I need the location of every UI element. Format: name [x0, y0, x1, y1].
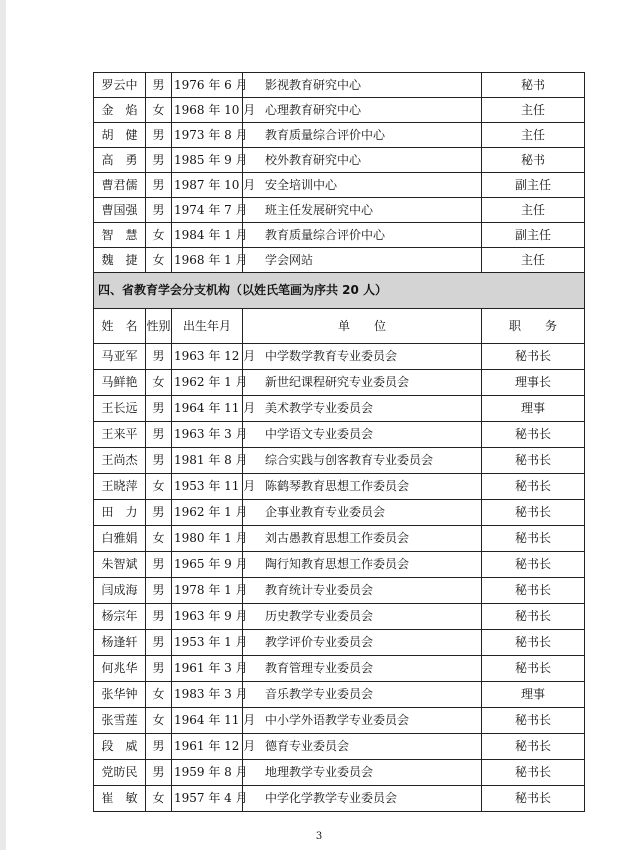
cell-unit: 班主任发展研究中心: [243, 198, 482, 223]
table-row: [94, 760, 585, 786]
cell-name: 段 威: [94, 734, 146, 760]
cell-unit: 校外教育研究中心: [243, 148, 482, 173]
table-row: [94, 248, 585, 273]
table-row: [94, 73, 585, 98]
cell-position: 秘书长: [482, 344, 585, 370]
cell-gender: 男: [146, 173, 172, 198]
cell-name: 王晓萍: [94, 474, 146, 500]
section-row: [94, 273, 585, 309]
cell-gender: 男: [146, 578, 172, 604]
cell-birth: 1963 年 12 月: [172, 344, 243, 370]
cell-position: 秘书长: [482, 734, 585, 760]
cell-unit: 教学评价专业委员会: [243, 630, 482, 656]
cell-name: 党昉民: [94, 760, 146, 786]
cell-birth: 1962 年 1 月: [172, 500, 243, 526]
cell-unit: 教育质量综合评价中心: [243, 123, 482, 148]
table-row: [94, 98, 585, 123]
table-row: [94, 223, 585, 248]
table-row: [94, 198, 585, 223]
cell-gender: 男: [146, 734, 172, 760]
cell-unit: 新世纪课程研究专业委员会: [243, 370, 482, 396]
cell-birth: 1965 年 9 月: [172, 552, 243, 578]
cell-unit: 教育管理专业委员会: [243, 656, 482, 682]
cell-name: 田 力: [94, 500, 146, 526]
cell-position: 秘书: [482, 73, 585, 98]
cell-position: 秘书长: [482, 708, 585, 734]
cell-birth: 1984 年 1 月: [172, 223, 243, 248]
cell-gender: 女: [146, 526, 172, 552]
table-row: [94, 552, 585, 578]
cell-name: 马鲜艳: [94, 370, 146, 396]
cell-unit: 教育质量综合评价中心: [243, 223, 482, 248]
lower-table-body: [94, 344, 585, 812]
cell-gender: 女: [146, 786, 172, 812]
cell-birth: 1963 年 9 月: [172, 604, 243, 630]
cell-gender: 男: [146, 500, 172, 526]
table-row: [94, 578, 585, 604]
cell-position: 秘书长: [482, 604, 585, 630]
cell-birth: 1981 年 8 月: [172, 448, 243, 474]
staff-table: [93, 72, 585, 812]
cell-name: 白雅娟: [94, 526, 146, 552]
cell-name: 罗云中: [94, 73, 146, 98]
cell-unit: 刘古愚教育思想工作委员会: [243, 526, 482, 552]
table-row: [94, 344, 585, 370]
cell-position: 秘书长: [482, 760, 585, 786]
cell-position: 秘书长: [482, 500, 585, 526]
table-row: [94, 474, 585, 500]
cell-name: 王尚杰: [94, 448, 146, 474]
table-row: [94, 370, 585, 396]
cell-gender: 男: [146, 344, 172, 370]
cell-unit: 中小学外语教学专业委员会: [243, 708, 482, 734]
cell-name: 闫成海: [94, 578, 146, 604]
cell-position: 副主任: [482, 223, 585, 248]
cell-position: 秘书长: [482, 474, 585, 500]
cell-birth: 1974 年 7 月: [172, 198, 243, 223]
cell-birth: 1985 年 9 月: [172, 148, 243, 173]
table-row: [94, 708, 585, 734]
cell-birth: 1978 年 1 月: [172, 578, 243, 604]
table-row: [94, 422, 585, 448]
cell-unit: 陶行知教育思想工作委员会: [243, 552, 482, 578]
table-row: [94, 396, 585, 422]
cell-birth: 1980 年 1 月: [172, 526, 243, 552]
header-position: 职 务: [482, 309, 585, 344]
cell-position: 副主任: [482, 173, 585, 198]
cell-gender: 男: [146, 422, 172, 448]
cell-gender: 女: [146, 708, 172, 734]
cell-gender: 男: [146, 656, 172, 682]
cell-position: 主任: [482, 98, 585, 123]
cell-position: 理事长: [482, 370, 585, 396]
cell-gender: 男: [146, 73, 172, 98]
table-row: [94, 173, 585, 198]
column-header-row: [94, 309, 585, 344]
cell-position: 秘书: [482, 148, 585, 173]
cell-gender: 女: [146, 223, 172, 248]
cell-birth: 1968 年 10 月: [172, 98, 243, 123]
cell-gender: 女: [146, 370, 172, 396]
cell-name: 王来平: [94, 422, 146, 448]
header-name: 姓 名: [94, 309, 146, 344]
cell-name: 金 焰: [94, 98, 146, 123]
cell-unit: 心理教育研究中心: [243, 98, 482, 123]
cell-gender: 男: [146, 123, 172, 148]
cell-birth: 1976 年 6 月: [172, 73, 243, 98]
header-birth: 出生年月: [172, 309, 243, 344]
cell-position: 秘书长: [482, 630, 585, 656]
cell-unit: 教育统计专业委员会: [243, 578, 482, 604]
cell-birth: 1953 年 11 月: [172, 474, 243, 500]
cell-unit: 学会网站: [243, 248, 482, 273]
page-number: 3: [315, 831, 323, 842]
cell-gender: 男: [146, 552, 172, 578]
cell-unit: 陈鹤琴教育思想工作委员会: [243, 474, 482, 500]
cell-birth: 1987 年 10 月: [172, 173, 243, 198]
header-gender: 性别: [146, 309, 172, 344]
cell-unit: 地理教学专业委员会: [243, 760, 482, 786]
cell-unit: 历史教学专业委员会: [243, 604, 482, 630]
table-row: [94, 148, 585, 173]
cell-birth: 1953 年 1 月: [172, 630, 243, 656]
cell-name: 杨宗年: [94, 604, 146, 630]
cell-unit: 音乐教学专业委员会: [243, 682, 482, 708]
cell-unit: 德育专业委员会: [243, 734, 482, 760]
cell-unit: 中学数学教育专业委员会: [243, 344, 482, 370]
cell-unit: 中学化学教学专业委员会: [243, 786, 482, 812]
header-unit: 单 位: [243, 309, 482, 344]
table-row: [94, 682, 585, 708]
cell-unit: 安全培训中心: [243, 173, 482, 198]
cell-birth: 1963 年 3 月: [172, 422, 243, 448]
cell-position: 秘书长: [482, 552, 585, 578]
cell-position: 主任: [482, 198, 585, 223]
cell-position: 秘书长: [482, 656, 585, 682]
table-row: [94, 656, 585, 682]
table-row: [94, 630, 585, 656]
table-row: [94, 604, 585, 630]
cell-birth: 1964 年 11 月: [172, 396, 243, 422]
table-row: [94, 526, 585, 552]
cell-gender: 男: [146, 760, 172, 786]
table-row: [94, 448, 585, 474]
cell-birth: 1962 年 1 月: [172, 370, 243, 396]
left-page-edge: [0, 0, 6, 850]
cell-name: 何兆华: [94, 656, 146, 682]
cell-unit: 中学语文专业委员会: [243, 422, 482, 448]
cell-birth: 1957 年 4 月: [172, 786, 243, 812]
cell-position: 秘书长: [482, 448, 585, 474]
cell-gender: 女: [146, 248, 172, 273]
cell-name: 智 慧: [94, 223, 146, 248]
cell-birth: 1961 年 3 月: [172, 656, 243, 682]
cell-birth: 1961 年 12 月: [172, 734, 243, 760]
cell-gender: 女: [146, 98, 172, 123]
cell-name: 崔 敏: [94, 786, 146, 812]
table-row: [94, 734, 585, 760]
cell-gender: 男: [146, 148, 172, 173]
cell-position: 主任: [482, 123, 585, 148]
cell-position: 理事: [482, 682, 585, 708]
cell-birth: 1964 年 11 月: [172, 708, 243, 734]
cell-gender: 男: [146, 630, 172, 656]
cell-name: 高 勇: [94, 148, 146, 173]
cell-name: 张华钟: [94, 682, 146, 708]
cell-birth: 1968 年 1 月: [172, 248, 243, 273]
cell-gender: 男: [146, 604, 172, 630]
cell-position: 秘书长: [482, 422, 585, 448]
cell-birth: 1973 年 8 月: [172, 123, 243, 148]
upper-table-body: [94, 73, 585, 273]
cell-position: 秘书长: [482, 526, 585, 552]
cell-position: 秘书长: [482, 578, 585, 604]
cell-unit: 影视教育研究中心: [243, 73, 482, 98]
cell-name: 曹君儒: [94, 173, 146, 198]
cell-name: 王长远: [94, 396, 146, 422]
cell-gender: 女: [146, 682, 172, 708]
cell-birth: 1959 年 8 月: [172, 760, 243, 786]
cell-gender: 女: [146, 474, 172, 500]
cell-name: 魏 捷: [94, 248, 146, 273]
cell-unit: 美术教学专业委员会: [243, 396, 482, 422]
cell-position: 主任: [482, 248, 585, 273]
cell-name: 朱智斌: [94, 552, 146, 578]
section-body: [94, 273, 585, 344]
cell-position: 理事: [482, 396, 585, 422]
cell-name: 杨逢轩: [94, 630, 146, 656]
cell-gender: 男: [146, 448, 172, 474]
cell-name: 曹国强: [94, 198, 146, 223]
cell-name: 胡 健: [94, 123, 146, 148]
table-row: [94, 500, 585, 526]
cell-gender: 男: [146, 198, 172, 223]
cell-unit: 综合实践与创客教育专业委员会: [243, 448, 482, 474]
cell-unit: 企事业教育专业委员会: [243, 500, 482, 526]
cell-gender: 男: [146, 396, 172, 422]
cell-birth: 1983 年 3 月: [172, 682, 243, 708]
cell-name: 张雪莲: [94, 708, 146, 734]
section-title: 四、省教育学会分支机构（以姓氏笔画为序共 20 人）: [94, 273, 585, 309]
cell-name: 马亚军: [94, 344, 146, 370]
cell-position: 秘书长: [482, 786, 585, 812]
table-row: [94, 786, 585, 812]
table-row: [94, 123, 585, 148]
